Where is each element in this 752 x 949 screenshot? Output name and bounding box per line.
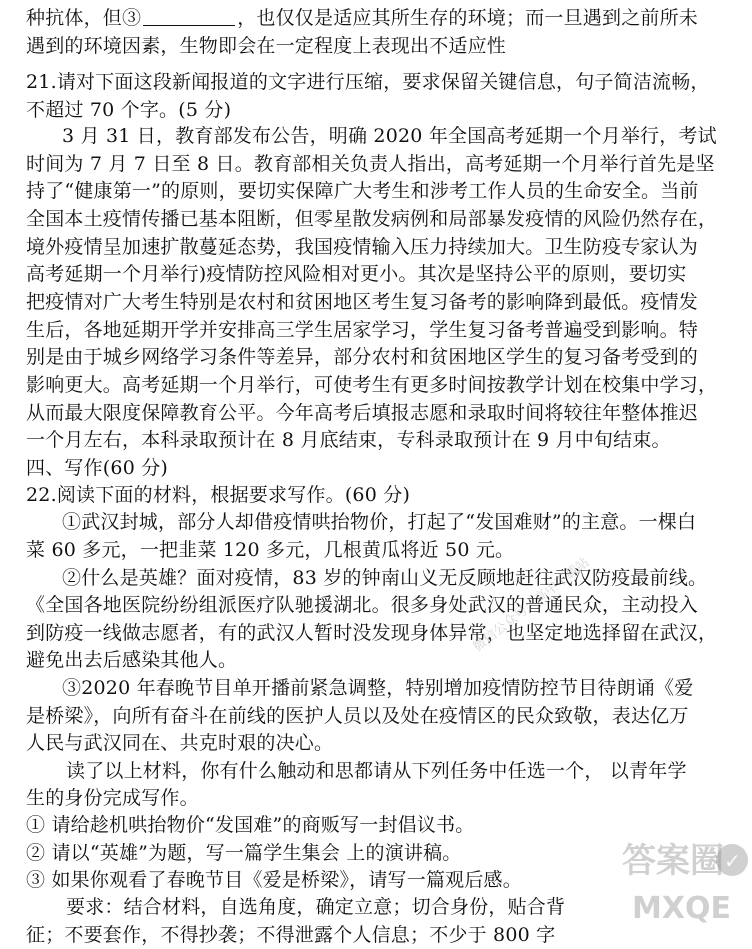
requirements-line: 要求：结合材料，自选角度，确定立意；切合身份，贴合背 xyxy=(66,896,566,918)
question-22-title: 22.阅读下面的材料，根据要求写作。(60 分) xyxy=(26,484,411,506)
watermark-text: 微信公众号：高中下载站 xyxy=(470,555,593,655)
news-paragraph-line: 一个月左右，本科录取预计在 8 月底结束，专科录取预计在 9 月中旬结束。 xyxy=(26,429,671,451)
news-paragraph-line: 从而最大限度保障教育公平。今年高考后填报志愿和录取时间将较往年整体推迟 xyxy=(26,402,699,424)
text-segment: 种抗体，但③ xyxy=(26,7,142,29)
watermark-logo xyxy=(612,832,752,929)
svg-text:✓: ✓ xyxy=(724,849,741,873)
question-21-title-cont: 不超过 70 个字。(5 分) xyxy=(26,99,232,121)
question-21-title: 21.请对下面这段新闻报道的文字进行压缩，要求保留关键信息，句子简洁流畅， xyxy=(26,71,710,93)
news-paragraph-line: 影响更大。高考延期一个月举行，可使考生有更多时间按教学计划在校集中学习， xyxy=(26,374,718,396)
material-line: 人民与武汉同在、共克时艰的决心。 xyxy=(26,732,334,754)
material-line: 到防疫一线做志愿者，有的武汉人暂时没发现身体异常，也坚定地选择留在武汉， xyxy=(26,622,718,644)
prompt-line: 读了以上材料，你有什么触动和思都请从下列任务中任选一个， 以青年学 xyxy=(66,760,687,782)
task-option-3: ③ 如果你观看了春晚节目《爱是桥梁》，请写一篇观后感。 xyxy=(26,869,522,891)
prompt-line: 生的身份完成写作。 xyxy=(26,787,199,809)
material-line: ③2020 年春晚节目单开播前紧急调整，特别增加疫情防控节目待朗诵《爱 xyxy=(62,677,694,699)
news-paragraph-line: 全国本土疫情传播已基本阻断，但零星散发病例和局部暴发疫情的风险仍然存在， xyxy=(26,208,718,230)
news-paragraph-line: 境外疫情呈加速扩散蔓延态势，我国疫情输入压力持续加大。卫生防疫专家认为 xyxy=(26,236,699,258)
material-line: 避免出去后感染其他人。 xyxy=(26,649,238,671)
material-line: 《全国各地医院纷纷组派医疗队驰援湖北。很多身处武汉的普通民众，主动投入 xyxy=(26,594,699,616)
text-segment: ，也仅仅是适应其所生存的环境；而一旦遇到之前所未 xyxy=(237,7,699,29)
material-line: 是桥梁》，向所有奋斗在前线的医护人员以及处在疫情区的民众致敬，表达亿万 xyxy=(26,705,689,727)
news-paragraph-line: 把疫情对广大考生特别是农村和贫困地区考生复习备考的影响降到最低。疫情发 xyxy=(26,291,699,313)
news-paragraph-line: 3 月 31 日，教育部发布公告，明确 2020 年全国高考延期一个月举行，考试 xyxy=(62,125,717,147)
task-option-1: ① 请给趁机哄抬物价“发国难”的商贩写一封倡议书。 xyxy=(26,814,475,836)
passage-line: 遇到的环境因素，生物即会在一定程度上表现出不适应性 xyxy=(26,35,507,57)
svg-text:答案圈: 答案圈 xyxy=(622,841,724,881)
material-line: ②什么是英雄？面对疫情，83 岁的钟南山义无反顾地赶往武汉防疫最前线。 xyxy=(62,567,708,589)
section-four-heading: 四、写作(60 分) xyxy=(26,457,169,479)
news-paragraph-line: 生后，各地延期开学并安排高三学生居家学习，学生复习备考普遍受到影响。特 xyxy=(26,319,699,341)
material-line: ①武汉封城，部分人却借疫情哄抬物价，打起了“发国难财”的主意。一棵白 xyxy=(62,511,697,533)
task-option-2: ② 请以“英雄”为题，写一篇学生集会 上的演讲稿。 xyxy=(26,842,462,864)
passage-line xyxy=(26,4,698,32)
news-paragraph-line: 别是由于城乡网络学习条件等差异，部分农村和贫困地区学生的复习备考受到的 xyxy=(26,346,699,368)
material-line: 菜 60 多元，一把韭菜 120 多元，几根黄瓜将近 50 元。 xyxy=(26,539,515,561)
news-paragraph-line: 时间为 7 月 7 日至 8 日。教育部相关负责人指出，高考延期一个月举行首先是坚 xyxy=(26,153,715,175)
news-paragraph-line: 高考延期一个月举行)疫情防控风险相对更小。其次是坚持公平的原则，要切实 xyxy=(26,263,687,285)
svg-text:MXQE: MXQE xyxy=(632,891,731,926)
answer-blank[interactable] xyxy=(143,5,235,26)
news-paragraph-line: 持了“健康第一”的原则，要切实保障广大考生和涉考工作人员的生命安全。当前 xyxy=(26,180,699,202)
requirements-line: 征；不要套作，不得抄袭；不得泄露个人信息；不少于 800 字 xyxy=(26,924,556,946)
